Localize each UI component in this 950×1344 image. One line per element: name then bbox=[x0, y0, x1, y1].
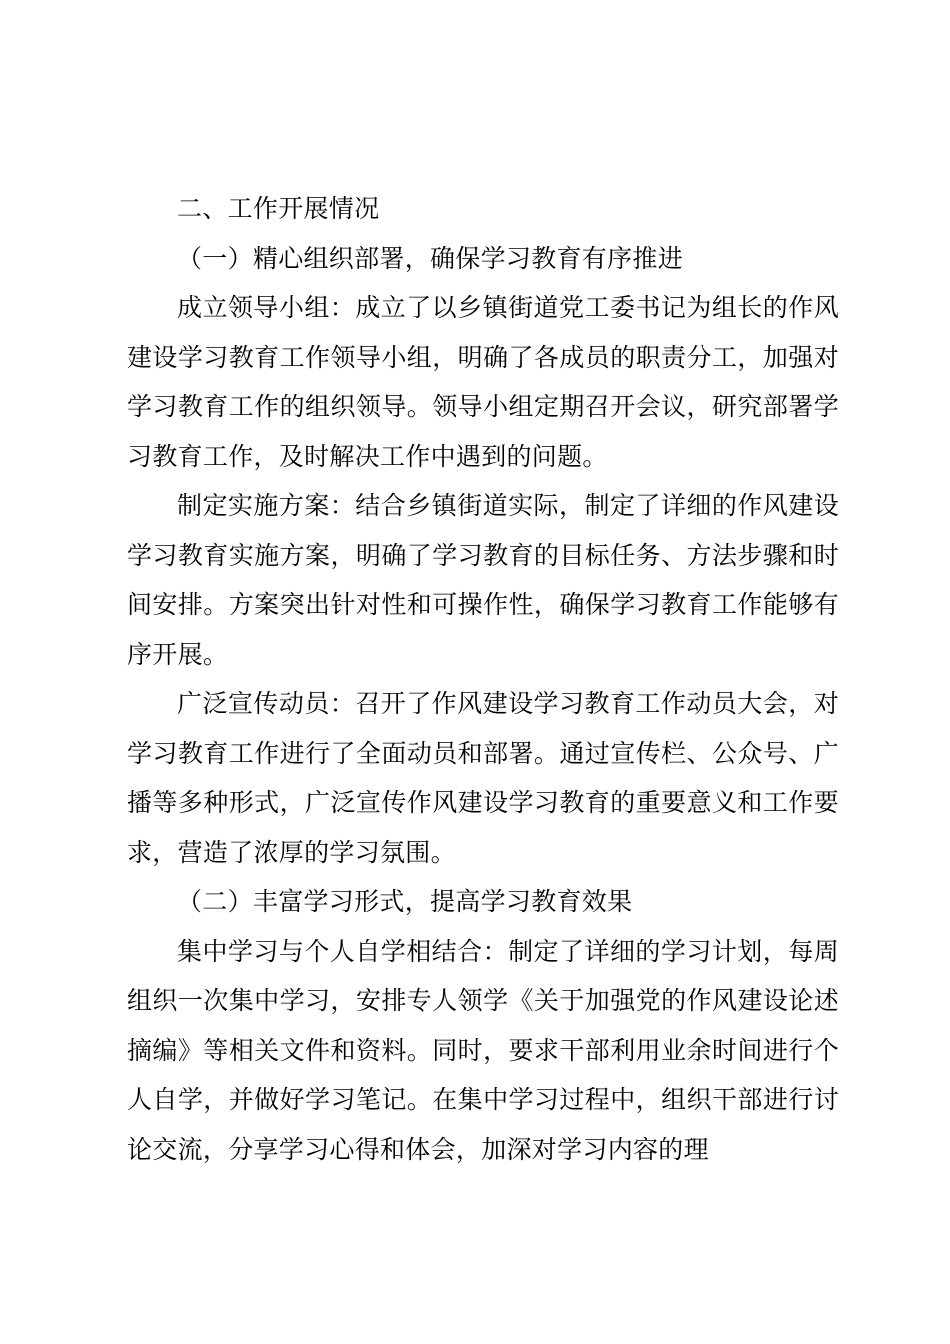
subheading-two: （二）丰富学习形式，提高学习教育效果 bbox=[177, 887, 633, 916]
document-body bbox=[127, 184, 839, 1174]
paragraph-publicity-mobilization: 广泛宣传动员：召开了作风建设学习教育工作动员大会，对学习教育工作进行了全面动员和部署。通过宣传栏、公众号、广播等多种形式，广泛宣传作风建设学习教育的重要意义和工作要求，营造了浓厚的学习氛围。 bbox=[127, 689, 839, 867]
subheading-one: （一）精心组织部署，确保学习教育有序推进 bbox=[177, 243, 684, 273]
section-heading: 二、工作开展情况 bbox=[177, 194, 380, 223]
paragraph-implementation-plan: 制定实施方案：结合乡镇街道实际，制定了详细的作风建设学习教育实施方案，明确了学习教育的目标任务、方法步骤和时间安排。方案突出针对性和可操作性，确保学习教育工作能够有序开展。 bbox=[127, 491, 839, 669]
paragraph-leadership-group: 成立领导小组：成立了以乡镇街道党工委书记为组长的作风建设学习教育工作领导小组，明确了各成员的职责分工，加强对学习教育工作的组织领导。领导小组定期召开会议，研究部署学习教育工作，及时解决工作中遇到的问题。 bbox=[127, 293, 839, 471]
paragraph-combined-study: 集中学习与个人自学相结合：制定了详细的学习计划，每周组织一次集中学习，安排专人领学《关于加强党的作风建设论述摘编》等相关文件和资料。同时，要求干部利用业余时间进行个人自学，并做好学习笔记。在集中学习过程中，组织干部进行讨论交流，分享学习心得和体会，加深对学习内容的理 bbox=[127, 936, 839, 1164]
